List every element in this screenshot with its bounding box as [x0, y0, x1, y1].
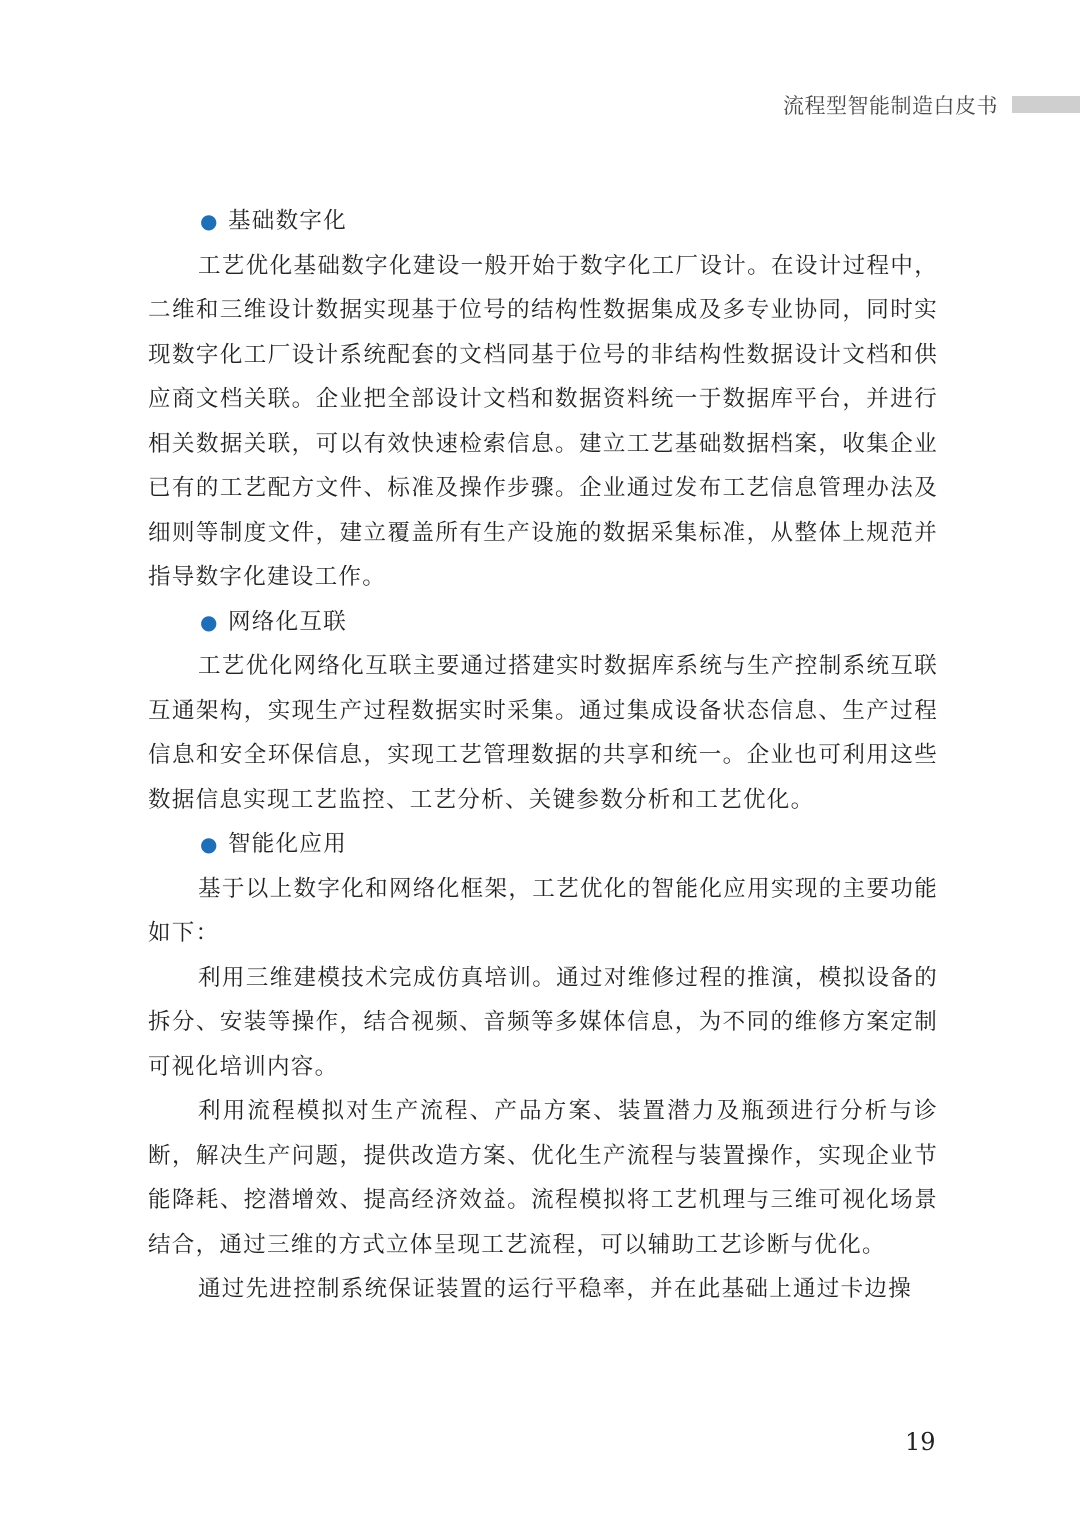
paragraph: 工艺优化网络化互联主要通过搭建实时数据库系统与生产控制系统互联互通架构，实现生产过程数据实时采集。通过集成设备状态信息、生产过程信息和安全环保信息，实现工艺管理数据的共享和统一。企业也可利用这些数据信息实现工艺监控、工艺分析、关键参数分析和工艺优化。 [148, 653, 938, 813]
section-heading-text: 智能化应用 [228, 831, 348, 857]
header-decorative-bar [1012, 96, 1080, 113]
section-heading-text: 网络化互联 [228, 608, 348, 635]
bullet-icon: ● [200, 832, 219, 856]
paragraph: 基于以上数字化和网络化框架，工艺优化的智能化应用实现的主要功能如下： [148, 875, 938, 946]
bullet-icon: ● [200, 209, 219, 233]
running-header-title: 流程型智能制造白皮书 [783, 94, 998, 118]
section-heading-text: 基础数字化 [228, 208, 348, 234]
paragraph: 利用流程模拟对生产流程、产品方案、装置潜力及瓶颈进行分析与诊断，解决生产问题，提供改造方案、优化生产流程与装置操作，实现企业节能降耗、挖潜增效、提高经济效益。流程模拟将工艺机理与三维可视化场景结合，通过三维的方式立体呈现工艺流程，可以辅助工艺诊断与优化。 [148, 1098, 938, 1258]
bullet-icon: ● [200, 609, 219, 634]
page-body [148, 199, 938, 1312]
section-heading-basic-digitalization [148, 199, 938, 244]
paragraph: 利用三维建模技术完成仿真培训。通过对维修过程的推演，模拟设备的拆分、安装等操作，结合视频、音频等多媒体信息，为不同的维修方案定制可视化培训内容。 [148, 964, 938, 1080]
paragraph: 通过先进控制系统保证装置的运行平稳率，并在此基础上通过卡边操 [198, 1276, 913, 1302]
page-number: 19 [905, 1428, 936, 1456]
section-heading-intelligent-application [148, 822, 938, 867]
section-heading-network-interconnection [148, 600, 938, 645]
paragraph: 工艺优化基础数字化建设一般开始于数字化工厂设计。在设计过程中，二维和三维设计数据实现基于位号的结构性数据集成及多专业协同，同时实现数字化工厂设计系统配套的文档同基于位号的非结构性数据设计文档和供应商文档关联。企业把全部设计文档和数据资料统一于数据库平台，并进行相关数据关联，可以有效快速检索信息。建立工艺基础数据档案，收集企业已有的工艺配方文件、标准及操作步骤。企业通过发布工艺信息管理办法及细则等制度文件，建立覆盖所有生产设施的数据采集标准，从整体上规范并指导数字化建设工作。 [148, 252, 938, 590]
